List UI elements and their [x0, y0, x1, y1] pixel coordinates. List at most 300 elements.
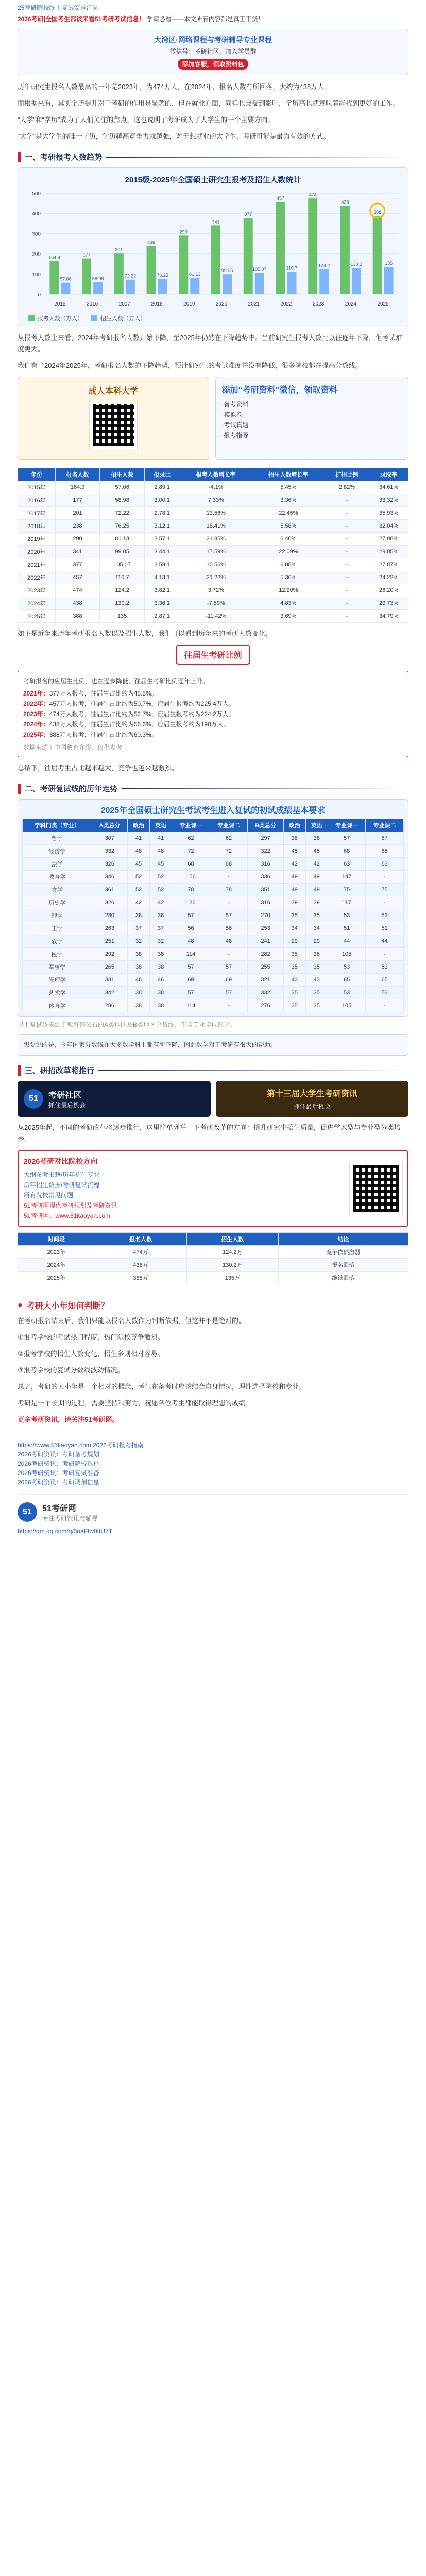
yearly-table-header: 报录比 [144, 468, 180, 481]
score-table-row [23, 896, 404, 909]
yearly-table-cell: - [325, 546, 369, 558]
yearly-table-cell: 124.2 [100, 584, 145, 597]
score-table-cell: 322 [248, 845, 283, 858]
yearly-table-cell: 81.13 [100, 533, 145, 546]
related-link[interactable]: 2026考研资讯：考研备考规划 [18, 1451, 99, 1458]
bar-chart [23, 188, 404, 312]
score-table-row [23, 935, 404, 948]
yearly-table-cell: 5.36% [252, 571, 325, 584]
ad-l4: 51考研网提供考研规划及考研资讯 [24, 1202, 117, 1209]
bar-apply [244, 218, 253, 294]
legend-swatch-apply [28, 315, 35, 321]
score-table-cell: 56 [210, 922, 248, 935]
stats-item-text: 388万人报考，往届生占比约为60.3%。 [49, 731, 158, 738]
bar-admit [287, 272, 296, 294]
yearly-table-cell: -11.42% [180, 610, 252, 623]
yearly-table-cell: 2020年 [18, 546, 56, 558]
compare-table-cell: 474万 [95, 1246, 186, 1259]
compare-table-cell: 2024年 [18, 1259, 95, 1272]
data-label-admit: 99.05 [221, 268, 233, 274]
compare-table [18, 1232, 408, 1284]
yearly-table-row [18, 546, 408, 558]
score-table-cell: 38 [128, 961, 150, 974]
yearly-table-cell: 29.73% [369, 597, 408, 610]
score-table-cell: - [366, 896, 404, 909]
bar-admit [319, 269, 329, 294]
score-table-cell: 42 [128, 896, 150, 909]
score-table-cell: 68 [172, 858, 210, 871]
score-table-cell: 270 [248, 909, 283, 922]
compare-table-header: 时间段 [18, 1233, 95, 1246]
ad-l2: 历年招生数据/考研复试流程 [24, 1181, 100, 1189]
yearly-table-cell: 5.45% [252, 481, 325, 494]
yearly-table-row [18, 597, 408, 610]
data-label-apply: 474 [309, 192, 317, 198]
score-table-cell: 农学 [23, 935, 92, 948]
legend-swatch-admit [91, 315, 97, 321]
qr-code-icon[interactable] [350, 1162, 402, 1215]
yearly-table-header: 招生人数 [100, 468, 145, 481]
yearly-table-row [18, 571, 408, 584]
x-tick-label: 2021 [248, 301, 260, 307]
yearly-table-cell: 2023年 [18, 584, 56, 597]
score-table-cell: 48 [128, 845, 150, 858]
score-table-cell: 78 [172, 884, 210, 896]
compare-table-cell: 2025年 [18, 1272, 95, 1284]
score-table-cell: 68 [328, 845, 366, 858]
yearly-table-cell: 2025年 [18, 610, 56, 623]
score-table-cell: 32 [128, 935, 150, 948]
yearly-table-cell: 33.32% [369, 494, 408, 507]
section-2-title: 二、考研复试线的历年走势 [25, 785, 118, 793]
score-table-cell: 53 [366, 961, 404, 974]
score-table-cell: 75 [366, 884, 404, 896]
yearly-table-cell: 457 [55, 571, 100, 584]
section-bar-icon [18, 1065, 21, 1076]
score-table-cell: 51 [366, 922, 404, 935]
compare-table-row [18, 1259, 408, 1272]
compare-table-header: 结论 [278, 1233, 408, 1246]
score-table-cell: 35 [305, 987, 328, 999]
yearly-table-cell: 21.22% [180, 571, 252, 584]
score-table-cell: 69 [172, 974, 210, 987]
score-table-cell: 体育学 [23, 999, 92, 1012]
yearly-table-cell: 2.89:1 [144, 481, 180, 494]
score-table-cell: 35 [283, 987, 305, 999]
score-table-cell: 44 [328, 935, 366, 948]
x-tick-label: 2019 [183, 301, 195, 307]
ad-l5: 51考研网：www.51kaoyan.com [24, 1212, 111, 1219]
section-1-header [18, 151, 408, 162]
promo-3-brand: 考研社区 [48, 1091, 82, 1100]
trend-box [18, 1034, 408, 1056]
score-table-cell: 147 [328, 871, 366, 884]
score-table-cell: 57 [172, 961, 210, 974]
score-table-cell: 57 [210, 987, 248, 999]
yearly-table-cell: 341 [55, 546, 100, 558]
yearly-table-cell: 2018年 [18, 520, 56, 533]
score-table-cell: 46 [150, 974, 172, 987]
score-table-cell: 35 [283, 909, 305, 922]
yearly-table-cell: 29.05% [369, 546, 408, 558]
related-link[interactable]: https://www.51kaoyan.com 2026考研报考指南 [18, 1442, 144, 1449]
bar-admit [223, 274, 232, 294]
yearly-table-row [18, 494, 408, 507]
y-tick-label: 0 [38, 292, 41, 298]
yearly-table-cell: -7.59% [180, 597, 252, 610]
yearly-table-cell: 2015年 [18, 481, 56, 494]
y-tick-label: 100 [32, 272, 41, 278]
score-table-cell: 44 [366, 935, 404, 948]
yearly-table-cell: 3.59:1 [144, 558, 180, 571]
score-table-cell: 57 [210, 961, 248, 974]
score-table-cell: 316 [248, 896, 283, 909]
yearly-table-cell: 27.87% [369, 558, 408, 571]
stats-item-text: 457万人报考，往届生占比约为50.7%，应届生报考约为225.4万人。 [49, 700, 235, 707]
data-label-admit: 105.07 [252, 266, 267, 272]
score-table-row [23, 884, 404, 896]
score-table-header: 英语 [150, 819, 172, 832]
brand-shield-icon: 51 [24, 1089, 43, 1109]
score-table-row [23, 845, 404, 858]
score-table-cell: 57 [210, 909, 248, 922]
score-table-cell: 292 [92, 948, 127, 961]
stats-item [23, 709, 403, 719]
score-table-row [23, 948, 404, 961]
related-links [18, 1440, 408, 1487]
score-table-cell: 297 [248, 832, 283, 845]
yearly-table-cell: 27.98% [369, 533, 408, 546]
headline-1: 2026考研|全国考生都该来看51考研考试信息！ [18, 15, 145, 23]
yearly-table-row [18, 533, 408, 546]
footer-url[interactable]: https://qm.qq.com/q/5oaFfw0tfU7T [18, 1528, 113, 1535]
score-table-cell: 49 [283, 884, 305, 896]
intro-p3: “大学”和“学历”成为了人们关注的焦点，这也说明了考研成为了大学生的一个主要方向。 [18, 116, 275, 124]
score-table-cell: 32 [150, 935, 172, 948]
yearly-table-cell: 21.85% [180, 533, 252, 546]
score-table-cell: 法学 [23, 858, 92, 871]
footer-logo-icon: 51 [18, 1502, 37, 1522]
stats-item-label: 2021年： [23, 690, 49, 697]
compare-table-cell: 135万 [186, 1272, 278, 1284]
stats-item [23, 730, 403, 740]
yearly-table-cell: 2.82% [325, 481, 369, 494]
score-table-cell: 282 [248, 948, 283, 961]
yearly-table-cell: 2022年 [18, 571, 56, 584]
score-table-cell: 43 [305, 974, 328, 987]
line-title: 2025年全国硕士研究生考试考生进入复试的初试成绩基本要求 [100, 806, 326, 815]
answer-6: 考研是一个长期的过程，需要坚持和努力，祝愿各位考生都能取得理想的成绩。 [18, 1399, 252, 1407]
yearly-table-cell: - [325, 507, 369, 520]
yearly-table-row [18, 584, 408, 597]
promo-cta[interactable]: 添加客服，领取资料包 [178, 59, 248, 70]
yearly-table-cell: 3.36% [252, 494, 325, 507]
yearly-table-cell: 201 [55, 507, 100, 520]
score-table-header: 政治 [128, 819, 150, 832]
compare-table-cell: 124.2万 [186, 1246, 278, 1259]
score-table-cell: - [366, 999, 404, 1012]
data-label-apply: 457 [276, 195, 284, 201]
score-table-cell: 336 [248, 871, 283, 884]
score-table-cell: 263 [92, 922, 127, 935]
promo-title: 大湾区·网络课程与考研辅导专业课程 [154, 36, 272, 44]
score-table-cell: 49 [305, 871, 328, 884]
score-table-cell: 114 [172, 999, 210, 1012]
bar-admit [158, 279, 167, 294]
compare-table-cell: 竞争依然激烈 [278, 1246, 408, 1259]
q-title: 考研大小年如何判断？ [26, 1302, 109, 1311]
stats-item-text: 474万人报考，往届生占比约为52.7%，应届生报考约为224.2万人。 [49, 710, 235, 718]
data-label-apply: 177 [82, 252, 91, 258]
bar-admit [126, 280, 135, 294]
section-3-header [18, 1065, 408, 1076]
score-table-cell: 38 [128, 987, 150, 999]
score-table-cell: 42 [283, 858, 305, 871]
promo-2[interactable] [18, 377, 408, 460]
compare-table-cell: 2023年 [18, 1246, 95, 1259]
x-tick-label: 2018 [151, 301, 163, 307]
section-line [106, 157, 408, 158]
compare-table-cell: 报名回落 [278, 1259, 408, 1272]
yearly-table-cell: 7.33% [180, 494, 252, 507]
yearly-table-cell: 5.58% [252, 520, 325, 533]
score-table-cell: 65 [366, 974, 404, 987]
yearly-table [18, 468, 408, 623]
question-mark-icon: ● [18, 1300, 23, 1310]
score-table-cell: - [210, 999, 248, 1012]
after-chart-p1: 从报考人数上来看，2024年考研报名人数开始下降，至2025年仍然在下降趋势中。当前研究生报考人数比以往逐年下降，但考试难度更大。 [18, 334, 402, 353]
yearly-table-cell: 177 [55, 494, 100, 507]
bar-apply [340, 206, 350, 294]
score-table-cell: 241 [248, 935, 283, 948]
score-table-header: A类总分 [92, 819, 127, 832]
score-table-cell: 307 [92, 832, 127, 845]
score-table-header: 专业课一 [172, 819, 210, 832]
yearly-table-cell: 3.57:1 [144, 533, 180, 546]
promo-3-sub: 抓住最后机会 [48, 1101, 86, 1109]
data-label-apply: 238 [147, 240, 156, 245]
section-3-title: 三、研招改革将推行 [25, 1066, 95, 1075]
score-table [22, 819, 404, 1012]
compare-table-row [18, 1272, 408, 1284]
answer-5: 总之，考研的大小年是一个相对的概念，考生在备考时应该结合自身情况，理性选择院校和专业。 [18, 1383, 306, 1391]
score-table-cell: 38 [128, 909, 150, 922]
promo-3-sub-2: 抓住最后机会 [293, 1103, 331, 1110]
yearly-table-cell: 34.61% [369, 481, 408, 494]
score-table-cell: 53 [366, 987, 404, 999]
score-table-cell: 126 [172, 896, 210, 909]
yearly-table-cell: 2024年 [18, 597, 56, 610]
score-table-row [23, 974, 404, 987]
score-table-cell: 37 [128, 922, 150, 935]
bar-admit [93, 282, 103, 294]
score-table-cell: 332 [92, 845, 127, 858]
yearly-table-cell: - [325, 494, 369, 507]
reform-p: 从2025年起，不同的考研改革将逐步推行，这里简单列举一下考研改革的方向：提升研究生招生质量，促进学术型与专业型分类培养。 [18, 1124, 401, 1143]
score-table-header: 英语 [305, 819, 328, 832]
data-label-apply: 201 [115, 247, 123, 253]
bar-apply [373, 216, 382, 294]
score-table-cell: 52 [150, 884, 172, 896]
yearly-table-cell: 6.08% [252, 558, 325, 571]
x-tick-label: 2025 [377, 301, 389, 307]
score-table-cell: 35 [305, 909, 328, 922]
after-stats: 总结下，往届考生占比越来越大，竞争也越来越激烈。 [18, 764, 179, 772]
score-table-cell: 35 [283, 999, 305, 1012]
section-line [98, 1070, 408, 1071]
yearly-table-cell: 105.07 [100, 558, 145, 571]
data-label-admit: 135 [385, 261, 393, 266]
data-label-admit: 58.98 [92, 276, 104, 281]
related-link[interactable]: 2026考研资讯：考研复试准备 [18, 1469, 99, 1477]
x-tick-label: 2024 [345, 301, 357, 307]
answer-4: ③报考学校的复试分数线波动情况。 [18, 1366, 124, 1374]
yearly-table-cell: 135 [100, 610, 145, 623]
score-table-cell: 255 [248, 961, 283, 974]
score-table-cell: 62 [210, 832, 248, 845]
yearly-table-cell: 2021年 [18, 558, 56, 571]
yearly-table-cell: 57.06 [100, 481, 145, 494]
breadcrumb[interactable]: 25考研院校线上复试安排汇总 [18, 4, 99, 11]
score-table-cell: 39 [305, 896, 328, 909]
score-table-cell: 34 [305, 922, 328, 935]
related-link[interactable]: 2026考研资讯：考研院校选择 [18, 1460, 99, 1467]
chart-title: 2015级-2025年全国硕士研究生报考及招生人数统计 [125, 176, 301, 184]
after-chart-p2: 我们有了2024年2025年，考研报名人数的下降趋势，预计研究生的考试难度并没有降低，很多院校都在提高分数线。 [18, 362, 362, 369]
yearly-table-header: 扩招比例 [325, 468, 369, 481]
score-table-cell: 156 [172, 871, 210, 884]
score-table-row [23, 871, 404, 884]
score-table-cell: 52 [128, 871, 150, 884]
x-tick-label: 2017 [118, 301, 130, 307]
score-table-cell: 53 [328, 961, 366, 974]
score-table-row [23, 909, 404, 922]
stats-item-label: 2022年： [23, 700, 49, 707]
yearly-table-row [18, 481, 408, 494]
yearly-table-header: 年份 [18, 468, 56, 481]
data-label-apply: 164.9 [48, 255, 60, 260]
ad-l1: 大纲参考书籍/历年招生专业 [24, 1171, 100, 1178]
score-table-cell: 43 [283, 974, 305, 987]
stats-note: 数据来源于中国教育在线，仅供参考 [23, 744, 123, 751]
data-label-apply: 290 [179, 229, 188, 235]
ad-title: 2026考研对比院校方向 [24, 1157, 98, 1165]
score-table-cell: 51 [328, 922, 366, 935]
yearly-table-cell: 10.56% [180, 558, 252, 571]
yearly-table-cell: 17.59% [180, 546, 252, 558]
trend-text: 想要说的是，今年国家分数线在大多数学科上都有所下降，因此数学对于考研有很大的帮助。 [23, 1041, 277, 1048]
yearly-table-cell: 24.22% [369, 571, 408, 584]
yearly-table-cell: 438 [55, 597, 100, 610]
score-table-cell: 361 [92, 884, 127, 896]
y-tick-label: 400 [32, 211, 41, 217]
stats-box [18, 671, 408, 757]
yearly-table-cell: - [325, 597, 369, 610]
score-table-cell: 53 [366, 909, 404, 922]
yearly-table-cell: 3.69% [252, 610, 325, 623]
yearly-table-row [18, 507, 408, 520]
data-label-apply: 341 [212, 219, 220, 225]
score-table-row [23, 858, 404, 871]
yearly-table-cell: 99.05 [100, 546, 145, 558]
score-table-cell: 军事学 [23, 961, 92, 974]
score-table-cell: - [210, 871, 248, 884]
stats-intro: 考研报名的应届生比例，也在逐步降低，往届生考研比例逐年上升。 [23, 677, 209, 685]
score-table-cell: 326 [92, 896, 127, 909]
yearly-table-cell: - [325, 558, 369, 571]
data-label-apply: 438 [341, 199, 349, 205]
score-table-cell: 53 [328, 987, 366, 999]
score-table-cell: 29 [305, 935, 328, 948]
score-table-cell: 52 [150, 871, 172, 884]
promo-banner-1[interactable] [18, 29, 408, 75]
bar-admit [61, 283, 70, 294]
yearly-table-cell: 2017年 [18, 507, 56, 520]
score-table-cell: 52 [128, 884, 150, 896]
score-table-cell: 42 [150, 896, 172, 909]
x-tick-label: 2015 [54, 301, 66, 307]
score-table-cell: 教育学 [23, 871, 92, 884]
score-table-cell: 34 [283, 922, 305, 935]
score-table-cell: 46 [128, 974, 150, 987]
score-table-cell: 316 [248, 858, 283, 871]
data-label-admit: 124.2 [318, 263, 330, 268]
score-table-cell: 53 [328, 909, 366, 922]
yearly-table-cell: 388 [55, 610, 100, 623]
data-label-admit: 72.22 [124, 273, 137, 279]
related-link[interactable]: 2026考研资讯：考研调剂信息 [18, 1479, 99, 1486]
promo-3[interactable] [18, 1081, 408, 1117]
yearly-table-cell: 22.09% [252, 546, 325, 558]
score-table-cell: 117 [328, 896, 366, 909]
score-table-cell: 280 [92, 909, 127, 922]
yearly-table-cell: - [325, 610, 369, 623]
score-table-header: B类总分 [248, 819, 283, 832]
score-table-header: 专业课二 [210, 819, 248, 832]
score-table-cell: 管理学 [23, 974, 92, 987]
score-table-cell: 332 [248, 987, 283, 999]
y-tick-label: 300 [32, 231, 41, 238]
score-table-cell: 105 [328, 999, 366, 1012]
score-table-cell: 346 [92, 871, 127, 884]
y-tick-label: 500 [32, 191, 41, 197]
score-table-cell: 45 [283, 845, 305, 858]
stats-item-text: 438万人报考，往届生占比约为56.6%，应届生报考约为190万人。 [49, 721, 230, 728]
score-table-header: 专业课二 [366, 819, 404, 832]
compare-table-cell: 388万 [95, 1272, 186, 1284]
x-tick-label: 2020 [215, 301, 228, 307]
score-table-cell: 35 [305, 961, 328, 974]
yearly-table-cell: 58.98 [100, 494, 145, 507]
bar-apply [179, 235, 188, 294]
score-table-cell: 38 [150, 987, 172, 999]
score-table-cell: 72 [172, 845, 210, 858]
ad-box[interactable] [18, 1150, 408, 1227]
qr-code-icon[interactable] [90, 401, 137, 449]
yearly-table-cell: 2.87:1 [144, 610, 180, 623]
bar-admit [384, 267, 394, 294]
score-table-cell: 35 [305, 999, 328, 1012]
score-table-cell: 253 [248, 922, 283, 935]
stats-item-text: 377万人报考，往届生占比约为45.5%。 [49, 690, 158, 697]
answer-3: ②报考学校的招生人数变化，招生多则相对容易。 [18, 1350, 164, 1358]
score-table-cell: 63 [366, 858, 404, 871]
score-table-cell: 45 [128, 858, 150, 871]
bar-apply [308, 198, 317, 294]
yearly-table-cell: 4.83% [252, 597, 325, 610]
data-label-admit: 76.25 [157, 273, 168, 278]
section-bar-icon [18, 784, 21, 794]
